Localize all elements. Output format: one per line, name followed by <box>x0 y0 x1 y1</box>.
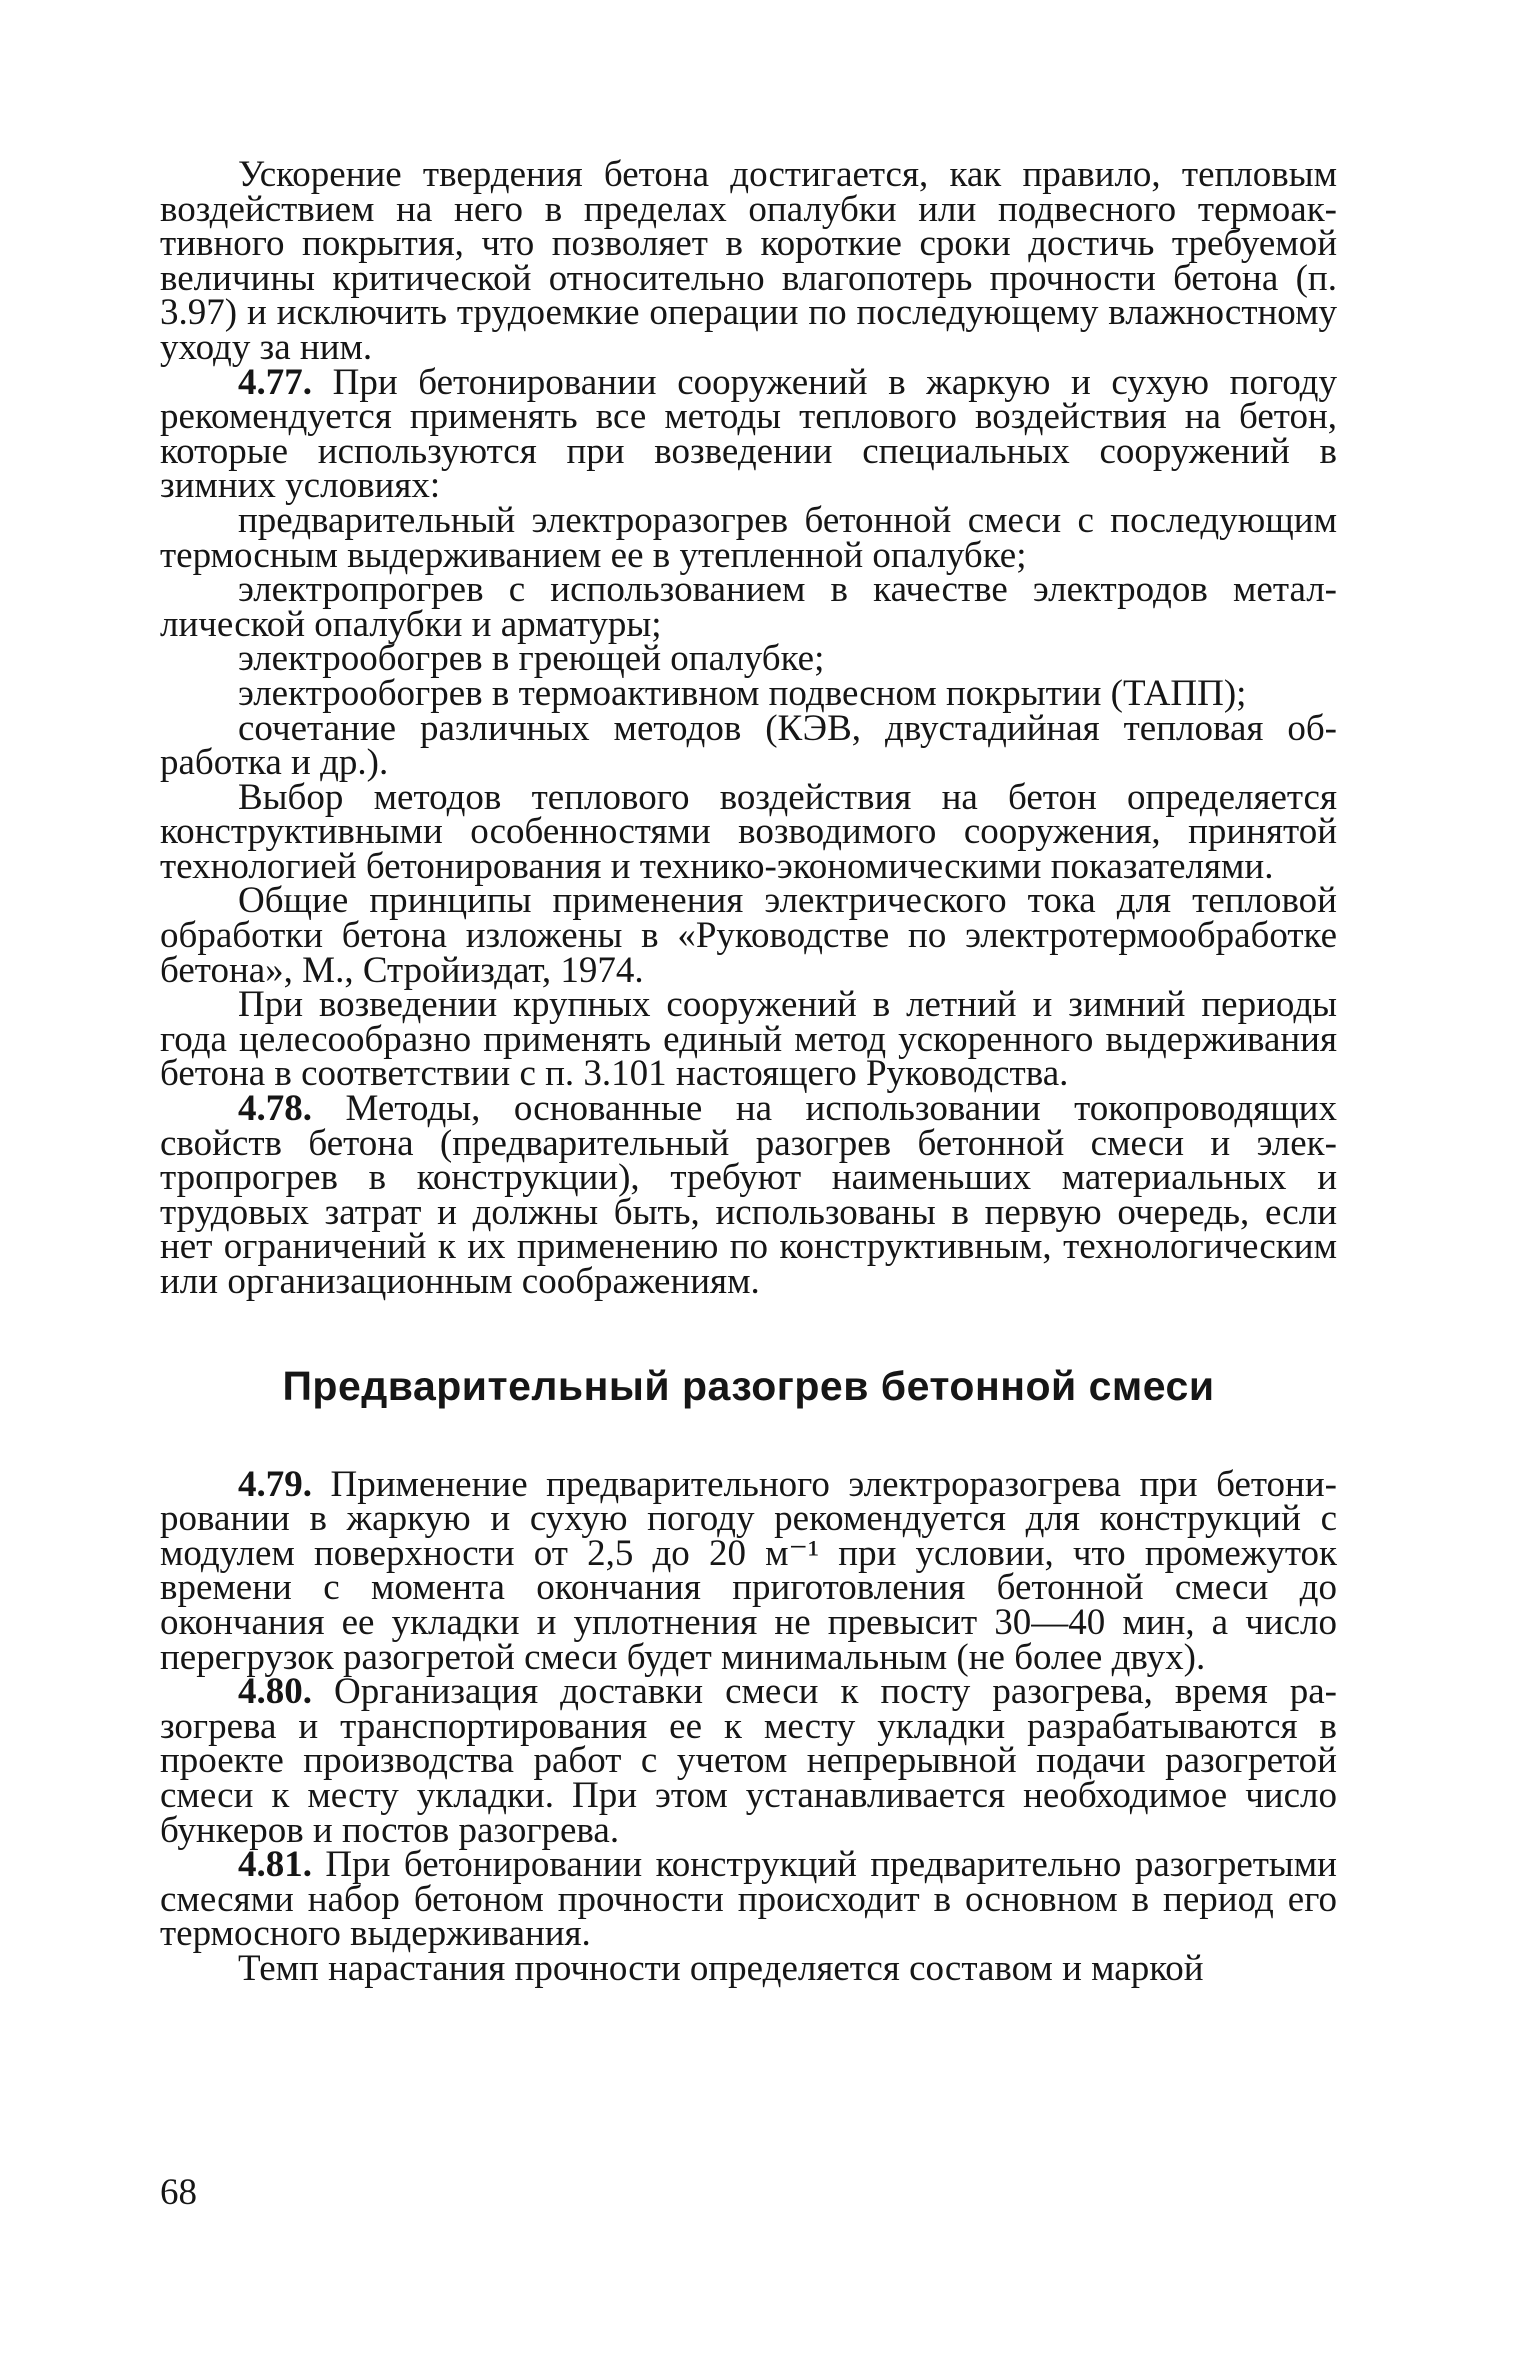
paragraph <box>160 1088 1337 1302</box>
paragraph <box>160 776 1337 887</box>
paragraph-text: электропрогрев с использованием в качестве электродов металлической опалубки и арматуры; <box>160 569 1337 645</box>
paragraph-text: Методы, основанные на использовании токопроводящих свойств бетона (предварительный разогрев бетонной смеси и электропрогрев в конструкции), требуют наименьших материальных и трудовых затрат и должны быть, использованы в первую очередь, если нет ограничений к их применению по конструктивным, технологическим или организационным соображениям. <box>160 1088 1337 1302</box>
paragraph <box>160 984 1337 1095</box>
paragraph-text: электрообогрев в термоактивном подвесном покрытии (ТАПП); <box>238 672 1247 714</box>
list-item <box>160 672 1337 714</box>
section-heading: Предварительный разогрев бетонной смеси <box>282 1362 1215 1409</box>
clause-number: 4.80. <box>238 1671 312 1713</box>
clause-number: 4.81. <box>238 1844 312 1886</box>
paragraph-text: При бетонировании сооружений в жаркую и сухую погоду рекомендуется применять все методы теплового воздействия на бетон, которые используются при возведении специальных сооружений в зимних условиях: <box>160 361 1337 507</box>
paragraph-text: Ускорение твердения бетона достигается, как правило, тепловым воздействием на него в пределах опалубки или подвесного термоактивного покрытия, что позволяет в короткие сроки достичь требуемой величины критической относительно влагопотерь прочности бетона (п. 3.97) и исключить трудоемкие операции по последующему влажностному уходу за ним. <box>160 154 1337 368</box>
paragraph-text: Выбор методов теплового воздействия на бетон определяется конструктивными особенностями возводимого сооружения, принятой технологией бетонирования и технико-экономическими показателями. <box>160 776 1337 887</box>
body-text <box>160 154 1337 1989</box>
clause-number: 4.79. <box>238 1463 312 1505</box>
paragraph-text: сочетание различных методов (КЭВ, двустадийная тепловая обработка и др.). <box>160 707 1337 784</box>
clause-number: 4.78. <box>238 1088 312 1130</box>
paragraph <box>160 1671 1337 1851</box>
paragraph-text: Применение предварительного электроразогрева при бетонировании в жаркую и сухую погоду рекомендуется для конструкций с модулем поверхности от 2,5 до 20 м⁻¹ при условии, что промежуток времени с момента окончания приготовления бетонной смеси до окончания ее укладки и уплотнения не превысит 30—40 мин, а число перегрузок разогретой смеси будет минимальным (не более двух). <box>160 1463 1337 1678</box>
list-item <box>160 638 1337 680</box>
paragraph <box>160 154 1337 368</box>
paragraph-text: электрообогрев в греющей опалубке; <box>238 638 825 680</box>
paragraph <box>160 1947 1337 1989</box>
paragraph-text: Общие принципы применения электрического тока для тепловой обработки бетона изложены в «Руководстве по электротермообработке бетона», М., Стройиздат, 1974. <box>160 880 1337 991</box>
list-item <box>160 499 1337 576</box>
paragraph-text: При бетонировании конструкций предварительно разогретыми смесями набор бетоном прочности происходит в основном в период его термосного выдерживания. <box>160 1844 1337 1955</box>
paragraph-text: предварительный электроразогрев бетонной смеси с последующим термосным выдерживанием ее в утепленной опалубке; <box>160 499 1337 576</box>
list-item <box>160 707 1337 784</box>
page-number: 68 <box>160 2172 197 2213</box>
paragraph <box>160 1463 1337 1678</box>
clause-number: 4.77. <box>238 361 312 403</box>
paragraph-text: Темп нарастания прочности определяется составом и маркой <box>238 1947 1204 1989</box>
paragraph <box>160 361 1337 507</box>
paragraph-text: При возведении крупных сооружений в летний и зимний периоды года целесообразно применять единый метод ускоренного выдерживания бетона в соответствии с п. 3.101 настоящего Руководства. <box>160 984 1337 1095</box>
list-item <box>160 569 1337 645</box>
paragraph <box>160 1844 1337 1955</box>
paragraph-text: Организация доставки смеси к посту разогрева, время разогрева и транспортирования ее к месту укладки разрабатываются в проекте производства работ с учетом непрерывной подачи разогретой смеси к месту укладки. При этом устанавливается необходимое число бункеров и постов разогрева. <box>160 1671 1337 1851</box>
paragraph <box>160 880 1337 991</box>
